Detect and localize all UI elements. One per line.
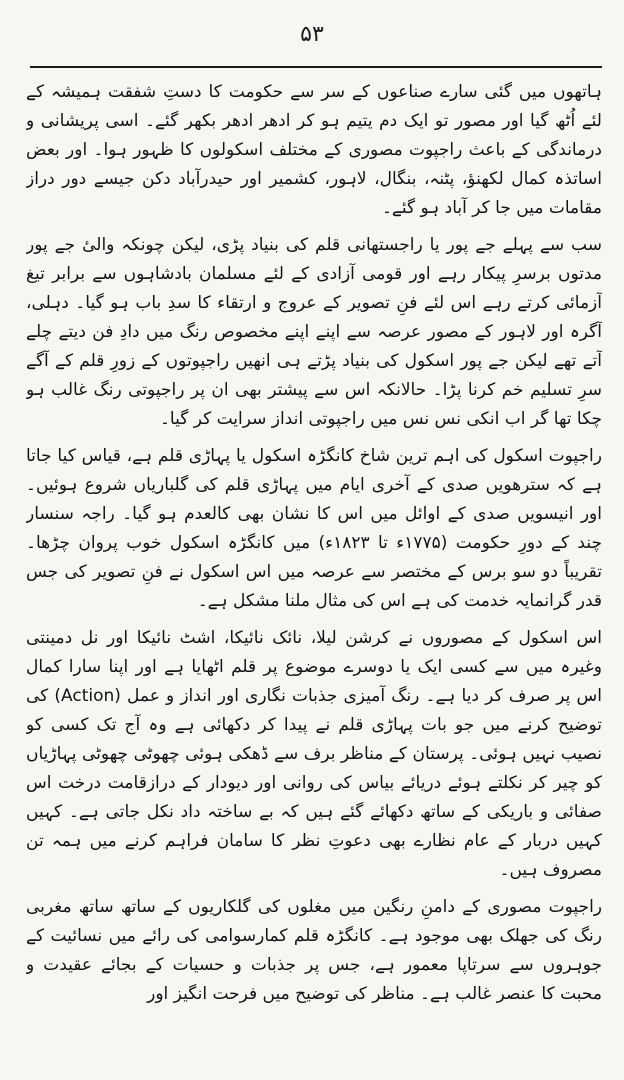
paragraph-5: راجپوت مصوری کے دامنِ رنگین میں مغلوں کی گلکاریوں کے ساتھ ساتھ مغربی رنگ کی جھلک بھی موجود ہے۔ کانگڑہ قلم کمارسوامی کی رائے میں نسائیت کے جوہروں سے سرتاپا معمور ہے، جس پر جذبات و حسیات کے بجائے عقیدت و محبت کا عنصر غالب ہے۔ مناظر کی توضیح میں فرحت انگیز اور xyxy=(26,897,602,1004)
paragraph-1: ہاتھوں میں گئی سارے صناعوں کے سر سے حکومت کا دستِ شفقت ہمیشہ کے لئے اُٹھ گیا اور مصور تو ایک دم یتیم ہو کر ادھر ادھر بکھر گئے۔ اسی پریشانی و درماندگی کے باعث راجپوت مصوری کے مختلف اسکولوں کا ظہور ہوا۔ اور بعض اساتذہ کمال لکھنؤ، پٹنہ، بنگال، لاہور، کشمیر اور حیدرآباد دکن جیسے دور دراز مقامات میں جا کر آباد ہو گئے۔ xyxy=(26,82,602,218)
page-body xyxy=(26,78,602,1072)
header-rule xyxy=(30,66,602,68)
paragraph-4: اس اسکول کے مصوروں نے کرشن لیلا، نائک نائیکا، اشٹ نائیکا اور نل دمینتی وغیرہ میں سے کسی ایک یا دوسرے موضوع پر قلم اٹھایا ہے اور اپنا سارا کمال اس پر صرف کر دیا ہے۔ رنگ آمیزی جذبات نگاری اور انداز و عمل (Action) کی توضیح کرنے میں جو بات پہاڑی قلم نے پیدا کر دکھائی ہے وہ آج تک کسی کو نصیب نہیں ہوئی۔ پرستان کے مناظر برف سے ڈھکی ہوئی چھوٹی چھوٹی پہاڑیاں کو چیر کر نکلتے ہوئے دریائے بیاس کی روانی اور دیودار کے درازقامت درخت اس صفائی و باریکی کے ساتھ دکھائے گئے ہیں کہ بے ساختہ داد نکل جاتی ہے۔ کہیں کہیں دربار کے عام نظارے بھی دعوتِ نظر کا سامان فراہم کرنے میں ہمہ تن مصروف ہیں۔ xyxy=(26,628,602,880)
paragraph-2: سب سے پہلے جے پور یا راجستھانی قلم کی بنیاد پڑی، لیکن چونکہ والیٔ جے پور مدتوں برسرِ پیکار رہے اور قومی آزادی کے لئے مسلمان بادشاہوں سے برابر تیغ آزمائی کرتے رہے اس لئے فنِ تصویر کے عروج و ارتقاء کا سدِ باب ہو گیا۔ دہلی، آگرہ اور لاہور کے مصور عرصہ سے اپنے اپنے مخصوص رنگ میں دادِ فن دیتے چلے آتے تھے لیکن جے پور اسکول کی بنیاد پڑتے ہی انھیں راجپوتوں کے زورِ قلم کے آگے سرِ تسلیم خم کرنا پڑا۔ حالانکہ اس سے پیشتر بھی ان پر راجپوتی رنگ غالب ہو چکا تھا گر اب انکی نس نس میں راجپوتی انداز سرایت کر گیا۔ xyxy=(26,235,602,429)
page-number: ۵۳ xyxy=(300,22,324,47)
paragraph-3: راجپوت اسکول کی اہم ترین شاخ کانگڑہ اسکول یا پہاڑی قلم ہے، قیاس کیا جاتا ہے کہ سترھویں صدی کے آخری ایام میں پہاڑی قلم کی گلباریاں شروع ہوئیں۔ اور انیسویں صدی کے اوائل میں اس کا نشان بھی کالعدم ہو گیا۔ راجہ سنسار چند کے دورِ حکومت (۱۷۷۵ء تا ۱۸۲۳ء) میں کانگڑہ اسکول خوب پروان چڑھا۔ تقریباً دو سو برس کے مختصر سے عرصہ میں اس اسکول نے فنِ تصویر کی جس قدر گرانمایہ خدمت کی ہے اس کی مثال ملنا مشکل ہے۔ xyxy=(26,446,602,611)
